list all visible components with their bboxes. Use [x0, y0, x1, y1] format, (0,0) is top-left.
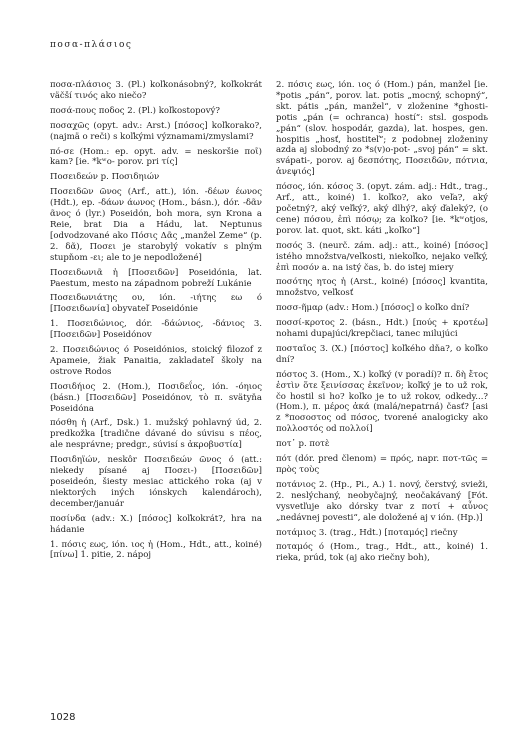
dictionary-entry: ποσαχῶς (opyt. adv.: Arst.) [πόσος] koľkorako?, (najmä o reči) s koľkými významami/zmyslami? — [50, 120, 262, 142]
dictionary-entry: ποσίνδα (adv.: X.) [πόσος] koľkokrát?, hra na hádanie — [50, 513, 262, 535]
dictionary-entry: Ποσιδηϊών, neskôr Ποσειδεών ῶνος ό (att.: niekedy písané aj Ποσει-) [Ποσειδῶν] poseideón, šiesty mesiac attického roka (aj v niektorých iných iónskych kalendároch), december/január — [50, 455, 262, 509]
dictionary-entry: ποτ᾽ p. ποτὲ — [276, 439, 330, 450]
dictionary-entry: Ποσειδῶν ῶνος (Arf., att.), ión. -δέων έωνος (Hdt.), ep. -δάων άωνος (Hom., básn.), dór. -δᾶν ᾶνος ό (lyr.) Poseidón, boh mora, syn Krona a Reie, brat Dia a Hádu, lat. Neptunus [odvodzované ako Πόσις Δᾶς „manžel Zeme“ (p. 2. δᾶ), Ποσει je starobylý vokatív s plným stupňom -ει; ale to je nepodložené] — [50, 187, 262, 263]
dictionary-entry: ποτάνιος 2. (Hp., Pi., A.) 1. nový, čerstvý, svieži, 2. neslýchaný, neobyčajný, neočakávaný [Fót. vysvetľuje ako dórsky tvar z ποτί + αὖνος „nedávnej povesti“, ale doložené aj v ión. (Hp.)] — [276, 479, 488, 523]
dictionary-entry: πόσθη ἡ (Arf., Dsk.) 1. mužský pohlavný úd, 2. predkožka [tradične dávané do súvisu s πέος, ale nesprávne; predgr., súvisí s ἀκροβυστία] — [50, 418, 262, 451]
running-head: ποσα-πλάσιος — [50, 40, 133, 50]
dictionary-entry: 2. πόσις εως, ión. ιος ό (Hom.) pán, manžel [ie. *potis „pán“, porov. lat. potis „mocný, schopný“, skt. pátis „pán, manžel“, v zloženine *ghosti-potis „pán (= ochranca) hostí“: stsl. gospodь „pán“ (slov. hospodár, gazda), lat. hospes, gen. hospitis „hosť, hostiteľ“; z podobnej zloženiny azda aj slobodný zo *s(v)o-pot- „svoj pán“ = skt. svápati-, porov. aj δεσπότης, Ποσειδῶν, πότνια, ἀνεψιός] — [276, 80, 488, 178]
dictionary-entry: ποσταῖος 3. (X.) [πόστος] koľkého dňa?, o koľko dní? — [276, 343, 488, 365]
dictionary-entry: Ποσιδήιος 2. (Hom.), Ποσιδεΐος, ión. -όηιος (básn.) [Ποσειδῶν] Poseidónov, τὸ π. svätyňa Poseidóna — [50, 381, 262, 414]
dictionary-entry: ποσσί-κροτος 2. (básn., Hdt.) [πούς + κροτέω] nohami dupajúci/krepčiaci, tanec milujúci — [276, 318, 488, 340]
dictionary-entry: 1. Ποσειδώνιος, dór. -δάώνιος, -δάνιος 3. [Ποσειδῶν] Poseidónov — [50, 319, 262, 341]
dictionary-entry: ποσός 3. (neurč. zám. adj.: att., koiné) [πόσος] istého množstva/veľkosti, niekoľko, nejako veľký, ἐπὶ ποσόν a. na istý čas, b. do istej miery — [276, 240, 488, 273]
dictionary-entry: πόσος, ión. κόσος 3. (opyt. zám. adj.: Hdt., trag., Arf., att., koiné) 1. koľko?, ako veľa?, aký početný?, aký veľký?, aký dlhý?, aký ďaleký?, (o cene) πόσου, ἐπὶ πόσῳ; za koľko? [ie. *kʷotjos, porov. lat. quot, skt. káti „koľko“] — [276, 182, 488, 236]
dictionary-entry: ποσσ-ῆμαρ (adv.: Hom.) [πόσος] o koľko dní? — [276, 303, 470, 314]
dictionary-entry: Ποσειδωνιάτης ου, ión. -ιήτης εω ό [Ποσειδωνία] obyvateľ Poseidónie — [50, 293, 262, 315]
dictionary-entry: ποταμός ό (Hom., trag., Hdt., att., koiné) 1. rieka, prúd, tok (aj ako riečny boh), — [276, 542, 488, 564]
dictionary-entry: Ποσειδεών p. Ποσιδηιών — [50, 172, 160, 183]
dictionary-entry: ποσα-πλάσιος 3. (Pl.) koľkonásobný?, koľkokrát väčší τινός ako niečo? — [50, 80, 262, 101]
dictionary-entry: πότ (dór. pred členom) = πρός, napr. ποτ-τῶς = πρὸς τοὺς — [276, 454, 488, 475]
dictionary-entry: Ποσειδωνιᾶ ἡ [Ποσειδῶν] Poseidónia, lat. Paestum, mesto na západnom pobreží Lukánie — [50, 267, 262, 289]
dictionary-entry: ποσότης ητος ἡ (Arst., koiné) [πόσος] kvantita, množstvo, veľkosť — [276, 277, 488, 299]
left-column — [50, 80, 262, 565]
right-column — [276, 80, 488, 568]
dictionary-entry: 1. πόσις εως, ión. ιος ἡ (Hom., Hdt., att., koiné) [πίνω] 1. pitie, 2. nápoj — [50, 539, 262, 561]
dictionary-entry: ποσά-πους ποδος 2. (Pl.) koľkostopový? — [50, 105, 220, 116]
page-number: 1028 — [50, 712, 76, 723]
dictionary-entry: πό-σε (Hom.: ep. opyt. adv. = neskoršie ποῖ) kam? [ie. *kʷo- porov. pri τίς] — [50, 146, 262, 168]
dictionary-entry: πόστος 3. (Hom., X.) koľký (v poradí)? π. δὴ ἔτος ἐστὶν ὅτε ξεινίσσας ἐκεῖνον; koľký je to už rok, čo hostil si ho? koľko je to už rokov, odkedy...? (Hom.), π. μέρος ἀκά (malá/nepatrná) časť? [asi z *ποσοστος od πόσος, tvorené analogicky ako πολλοστός od πολλοί] — [276, 369, 488, 435]
dictionary-entry: ποτάμιος 3. (trag., Hdt.) [ποταμός] riečny — [276, 527, 458, 538]
dictionary-entry: 2. Ποσειδώνιος ό Poseidónios, stoický filozof z Apameie, žiak Panaitia, zakladateľ školy na ostrove Rodos — [50, 345, 262, 377]
